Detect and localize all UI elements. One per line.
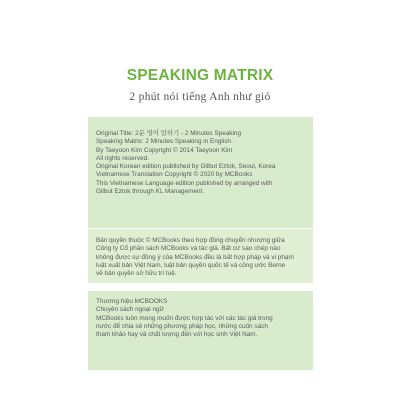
rights-line: Bản quyền thuộc © MCBooks theo hợp đồng chuyển nhượng giữa [96,237,285,244]
rights-line: về bản quyền sở hữu trí tuệ. [96,270,177,278]
copyright-line: Original Korean edition published by Gilbut Eztok, Seoul, Korea [96,163,276,171]
rights-line: luật xuất bản Việt Nam, luật bản quyền quốc tế và công ước Berne [96,261,286,269]
brand-line: MCBooks luôn mong muốn được hợp tác với các tác giả trong [96,314,273,322]
book-subtitle: 2 phút nói tiếng Anh như gió [129,91,271,103]
brand-line: Chuyên sách ngoại ngữ [96,306,164,314]
copyright-info-box [88,117,313,228]
rights-line: không được sự đồng ý của MCBooks đều là bất hợp pháp và vi phạm [96,253,294,261]
copyright-line: This Vietnamese Language edition published by arranged with [96,179,273,187]
brand-line: nước để chia sẻ những phương pháp học, những cuốn sách [96,322,268,330]
brand-line: Thương hiệu MCBOOKS [96,298,168,305]
copyright-line: By Taeyoon Kim Copyright © 2014 Taeyoon Kim [96,146,233,154]
copyright-line: Speaking Matrix: 2 Minutes Speaking in English [96,138,231,146]
brand-info-box [88,291,313,370]
copyright-line: Gilbut Eztok through KL Management. [96,188,205,196]
copyright-line: Original Title: 2분 영어 말하기 - 2 Minutes Speaking [96,130,242,137]
copyright-line: Vietnamese Translation Copyright © 2020 by MCBooks [96,171,253,179]
brand-line: tham khảo hay và chất lượng đến với học sinh Việt Nam. [96,331,258,339]
book-title: SPEAKING MATRIX [126,67,274,84]
copyright-line: All rights reserved. [96,154,149,162]
rights-notice-box [88,229,313,283]
rights-line: Công ty Cổ phần sách MCBooks và tác giả. Bất cứ sao chép nào [96,245,281,253]
